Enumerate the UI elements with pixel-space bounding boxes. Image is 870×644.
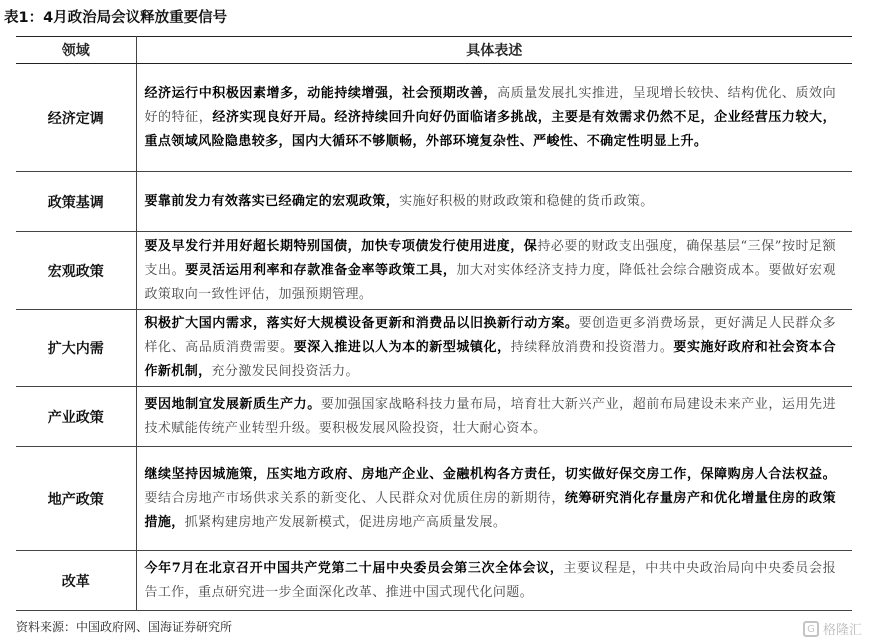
bold-text-segment: 积极扩大国内需求，落实好大规模设备更新和消费品以旧换新行动方案。: [144, 316, 579, 331]
text-segment: 要加强国家战略科技力量布局，培育壮大新兴产业，超前布局建设未来产业，运用先进技术赋能传统产业转型升级。要积极发展风险投资，壮大耐心资本。: [144, 396, 837, 436]
text-segment: 实施好积极的财政政策和稳健的货币政策。: [399, 193, 654, 209]
field-cell: 宏观政策: [16, 232, 136, 310]
field-cell: 地产政策: [16, 447, 136, 551]
bold-text-segment: 继续坚持因城施策，压实地方政府、房地产企业、金融机构各方责任，切实做好保交房工作，保障购房人合法权益。: [144, 466, 836, 482]
text-segment: 主要议程是，中共中央政治局向中央委员会报告工作，重点研究进一步全面深化改革、推进中国式现代化问题。: [144, 560, 836, 600]
table-row-reform: [16, 551, 852, 611]
field-cell: 改革: [16, 551, 136, 611]
header-field: 领域: [16, 37, 136, 64]
field-cell: 政策基调: [16, 172, 136, 232]
table-title: 表1：4月政治局会议释放重要信号: [4, 10, 228, 26]
bold-text-segment: 要灵活运用利率和存款准备金率等政策工具，: [185, 262, 457, 278]
table-row-domestic-demand: [16, 310, 852, 387]
gelonghui-logo-icon: G: [803, 621, 819, 637]
text-segment: 要创造更多消费场景，更好满足人民群众多样化、高品质消费需要。: [144, 316, 836, 355]
bold-text-segment: 经济实现良好开局。经济持续回升向好仍面临诸多挑战，主要是有效需求仍然不足，企业经营压力较大，重点领域风险隐患较多，国内大循环不够顺畅，外部环境复杂性、严峻性、不确定性明显上升。: [144, 109, 836, 149]
field-cell: 经济定调: [16, 64, 136, 172]
bold-text-segment: 要因地制宜发展新质生产力。: [144, 396, 321, 412]
description-cell: [136, 64, 852, 172]
table-row-economy: [16, 64, 852, 172]
field-cell: 扩大内需: [16, 310, 136, 387]
description-cell: [136, 551, 852, 611]
watermark: [803, 619, 862, 638]
table-row-macro-policy: [16, 232, 852, 310]
bold-text-segment: 要及早发行并用好超长期特别国债，加快专项债发行使用进度，保: [144, 238, 538, 254]
bold-text-segment: 要深入推进以人为本的新型城镇化，: [293, 340, 511, 355]
text-segment: 持续释放消费和投资潜力。: [510, 340, 674, 355]
text-segment: 加大对实体经济支持力度，降低社会综合融资成本。要做好宏观政策取向一致性评估，加强预期管理。: [144, 262, 836, 302]
description-cell: [136, 232, 852, 310]
text-segment: 抓紧构建房地产发展新模式，促进房地产高质量发展。: [184, 514, 507, 530]
watermark-text: 格隆汇: [822, 623, 862, 638]
description-cell: [136, 172, 852, 232]
bold-text-segment: 要靠前发力有效落实已经确定的宏观政策，: [144, 193, 400, 209]
bold-text-segment: 要实施好政府和社会资本合作新机制，: [144, 340, 836, 379]
table-row-policy-tone: [16, 172, 852, 232]
text-segment: 充分激发民间投资活力。: [211, 364, 359, 379]
table-header-row: [16, 37, 852, 64]
description-cell: [136, 310, 852, 387]
text-segment: 持必要的财政支出强度，确保基层“三保”按时足额支出。: [144, 238, 836, 278]
text-segment: 要结合房地产市场供求关系的新变化、人民群众对优质住房的新期待，: [144, 490, 565, 506]
table-row-industry-policy: [16, 387, 852, 447]
description-cell: [136, 387, 852, 447]
header-description: 具体表述: [136, 37, 852, 64]
bold-text-segment: 经济运行中积极因素增多，动能持续增强，社会预期改善，: [144, 85, 498, 101]
description-cell: [136, 447, 852, 551]
policy-signal-table: [16, 36, 852, 611]
bold-text-segment: 今年7月在北京召开中国共产党第二十届中央委员会第三次全体会议，: [144, 560, 564, 576]
bold-text-segment: 统筹研究消化存量房产和优化增量住房的政策措施，: [144, 490, 836, 530]
text-segment: 高质量发展扎实推进，呈现增长较快、结构优化、质效向好的特征，: [144, 85, 836, 125]
field-cell: 产业政策: [16, 387, 136, 447]
source-note: 资料来源：中国政府网、国海证券研究所: [16, 620, 233, 634]
table-row-real-estate: [16, 447, 852, 551]
